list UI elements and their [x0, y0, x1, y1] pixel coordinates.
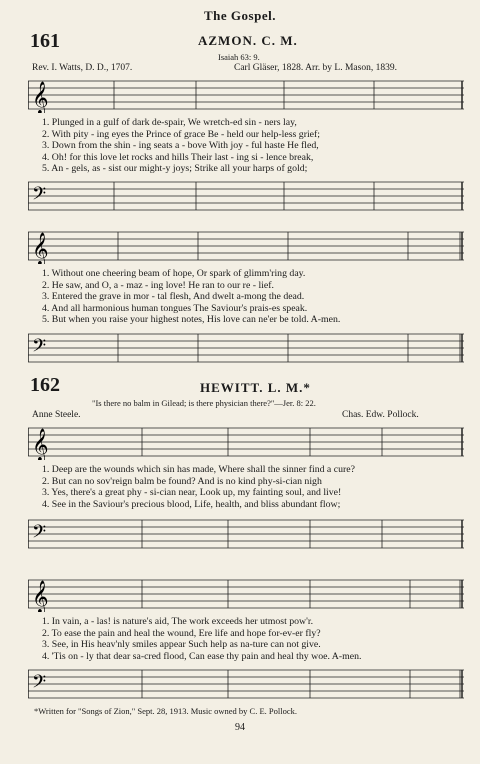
verse-line: 2. He saw, and O, a - maz - ing love! He ran to our re - lief.: [42, 279, 274, 291]
verse-line: 3. Down from the shin - ing seats a - bove With joy - ful haste He fled,: [42, 140, 319, 152]
verse-line: 1. In vain, a - las! is nature's aid, The work exceeds her utmost pow'r.: [42, 616, 314, 627]
page-number: 94: [235, 722, 245, 733]
running-header: The Gospel.: [204, 8, 276, 23]
tune-name: HEWITT. L. M.*: [200, 380, 311, 395]
author-credit: Rev. I. Watts, D. D., 1707.: [32, 63, 133, 73]
svg-text:𝄞: 𝄞: [32, 580, 49, 612]
verse-line: 5. But when you raise your highest notes, His love can ne'er be told. A-men.: [42, 314, 341, 326]
bass-staff: [28, 516, 464, 552]
hymn-number: 161: [30, 30, 60, 52]
bass-staff: [28, 178, 464, 214]
verse-line: 4. And all harmonious human tongues The Saviour's prais-es speak.: [42, 302, 308, 314]
verse-line: 3. See, in His heav'nly smiles appear Such help as na-ture can not give.: [42, 639, 321, 651]
verse-lines: [42, 117, 320, 175]
verse-line: 2. But can no sov'reign balm be found? And is no kind phy-si-cian nigh: [42, 475, 322, 487]
verse-line: 3. Yes, there's a great phy - si-cian near, Look up, my fainting soul, and live!: [42, 487, 342, 499]
svg-text:𝄢: 𝄢: [32, 336, 47, 361]
verse-line: 4. See in the Saviour's precious blood, Life, health, and bliss abundant flow;: [42, 498, 341, 510]
svg-text:𝄞: 𝄞: [32, 428, 49, 460]
scripture-reference: Isaiah 63: 9.: [218, 52, 260, 62]
scripture-reference: "Is there no balm in Gilead; is there physician there?"—Jer. 8: 22.: [92, 398, 316, 408]
bass-staff: [28, 330, 464, 366]
treble-staff: [28, 77, 464, 113]
verse-line: 3. Entered the grave in mor - tal flesh, And dwelt a-mong the dead.: [42, 291, 305, 303]
footnote: *Written for "Songs of Zion," Sept. 28, 1913. Music owned by C. E. Pollock.: [34, 706, 297, 716]
author-credit: Anne Steele.: [32, 410, 81, 420]
composer-credit: Chas. Edw. Pollock.: [342, 410, 419, 420]
verse-line: 5. An - gels, as - sist our might-y joys; Strike all your harps of gold;: [42, 163, 308, 175]
hymn-number: 162: [30, 374, 60, 396]
verse-lines: [42, 464, 355, 510]
svg-text:𝄢: 𝄢: [32, 672, 47, 697]
verse-line: 1. Deep are the wounds which sin has made, Where shall the sinner find a cure?: [42, 464, 355, 475]
composer-credit: Carl Gläser, 1828. Arr. by L. Mason, 1839.: [234, 63, 397, 73]
verse-line: 2. To ease the pain and heal the wound, Ere life and hope for-ev-er fly?: [42, 627, 321, 639]
svg-text:𝄢: 𝄢: [32, 522, 47, 547]
svg-text:𝄞: 𝄞: [32, 81, 49, 113]
svg-text:𝄞: 𝄞: [32, 232, 49, 264]
verse-line: 4. 'Tis on - ly that dear sa-cred flood, Can ease thy pain and heal thy woe. A-men.: [42, 650, 362, 662]
verse-line: 1. Without one cheering beam of hope, Or spark of glimm'ring day.: [42, 268, 306, 279]
verse-line: 4. Oh! for this love let rocks and hills Their last - ing si - lence break,: [42, 151, 314, 163]
treble-staff: [28, 228, 464, 264]
bass-staff: [28, 666, 464, 702]
verse-line: 2. With pity - ing eyes the Prince of grace Be - held our help-less grief;: [42, 128, 321, 140]
verse-lines: [42, 616, 361, 662]
treble-staff: [28, 424, 464, 460]
svg-text:𝄢: 𝄢: [32, 184, 47, 209]
verse-line: 1. Plunged in a gulf of dark de-spair, We wretch-ed sin - ners lay,: [42, 117, 297, 128]
tune-name: AZMON. C. M.: [198, 33, 298, 48]
verse-lines: [42, 268, 340, 326]
treble-staff: [28, 576, 464, 612]
